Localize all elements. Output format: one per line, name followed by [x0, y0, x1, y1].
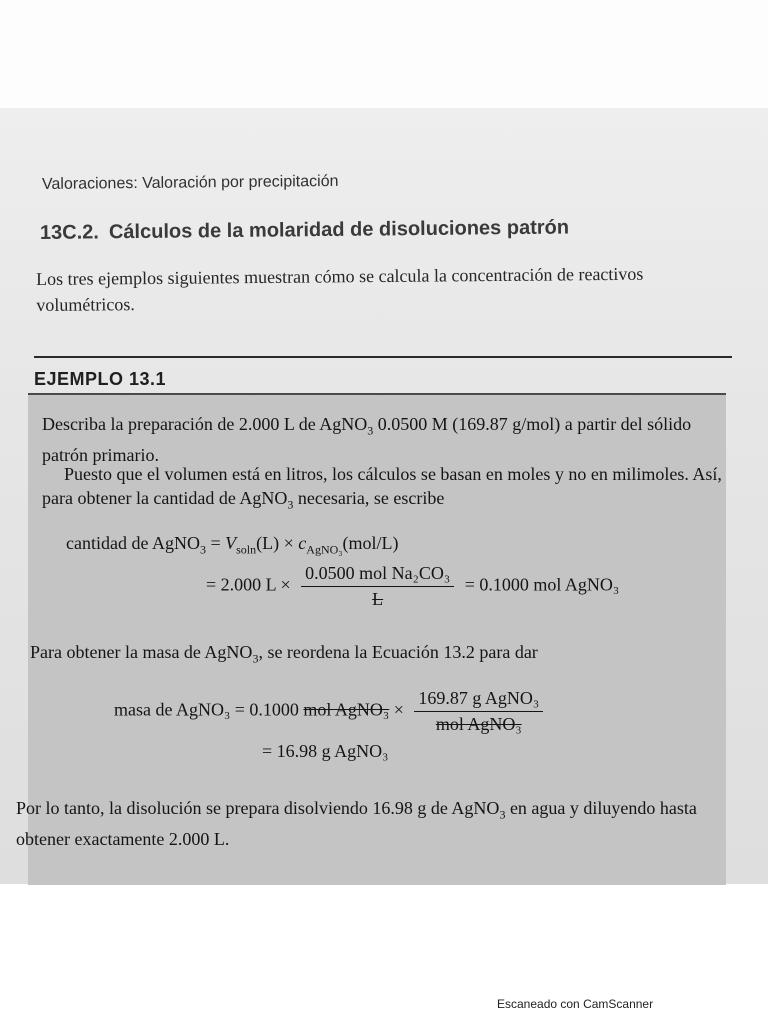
intro-paragraph: Los tres ejemplos siguientes muestran cómo se calcula la concentración de reactivos volumétricos. [36, 263, 644, 315]
fraction-molar-mass: $\frac{\text{169.87 g AgNO₃}}{\text{mol AgNO₃}}$ [414, 688, 543, 735]
equation-amount: cantidad de AgNO$_3$ = $V_{soln}(L) \times c_{AgNO_3}(mol/L)$ [66, 533, 399, 557]
example-reasoning: Puesto que el volumen está en litros, los cálculos se basan en moles y no en milimoles. Así, para obtener la cantidad de AgNO$_3$ necesaria, se escribe [42, 464, 722, 512]
scanner-watermark: Escaneado con CamScanner [497, 997, 654, 1011]
fraction-concentration: $\frac{\text{0.0500 mol Na₂CO₃}}{L}$ [301, 563, 454, 610]
conclusion: Por lo tanto, la disolución se prepara disolviendo 16.98 g de AgNO$_3$ en agua y diluyendo hasta obtener exactamente 2.000 L. [16, 798, 697, 849]
example-problem: Describa la preparación de 2.000 L de AgNO$_3$ 0.0500 M (169.87 g/mol) a partir del sólido patrón primario. [42, 414, 692, 465]
equation-amount-result: = 2.000 L × $\frac{\text{0.0500 mol Na₂CO₃}}{L}$ = 0.1000 mol AgNO₃ [206, 563, 620, 609]
running-head: Valoraciones: Valoración por precipitación [41, 172, 339, 193]
equation-mass: masa de AgNO₃ = 0.1000 mol AgNO₃ × $\frac{\text{169.87 g AgNO₃}}{\text{mol AgNO₃}}$ [114, 688, 549, 735]
section-title-text: Cálculos de la molaridad de disoluciones patrón [108, 216, 570, 244]
example-heading: EJEMPLO 13.1 [34, 369, 167, 389]
equation-mass-result: = 16.98 g AgNO₃ [262, 741, 389, 761]
top-background [0, 0, 768, 108]
mass-intro: Para obtener la masa de AgNO$_3$, se reordena la Ecuación 13.2 para dar [30, 642, 538, 666]
section-number: 13C.2. [39, 221, 100, 244]
section-divider [34, 356, 732, 358]
